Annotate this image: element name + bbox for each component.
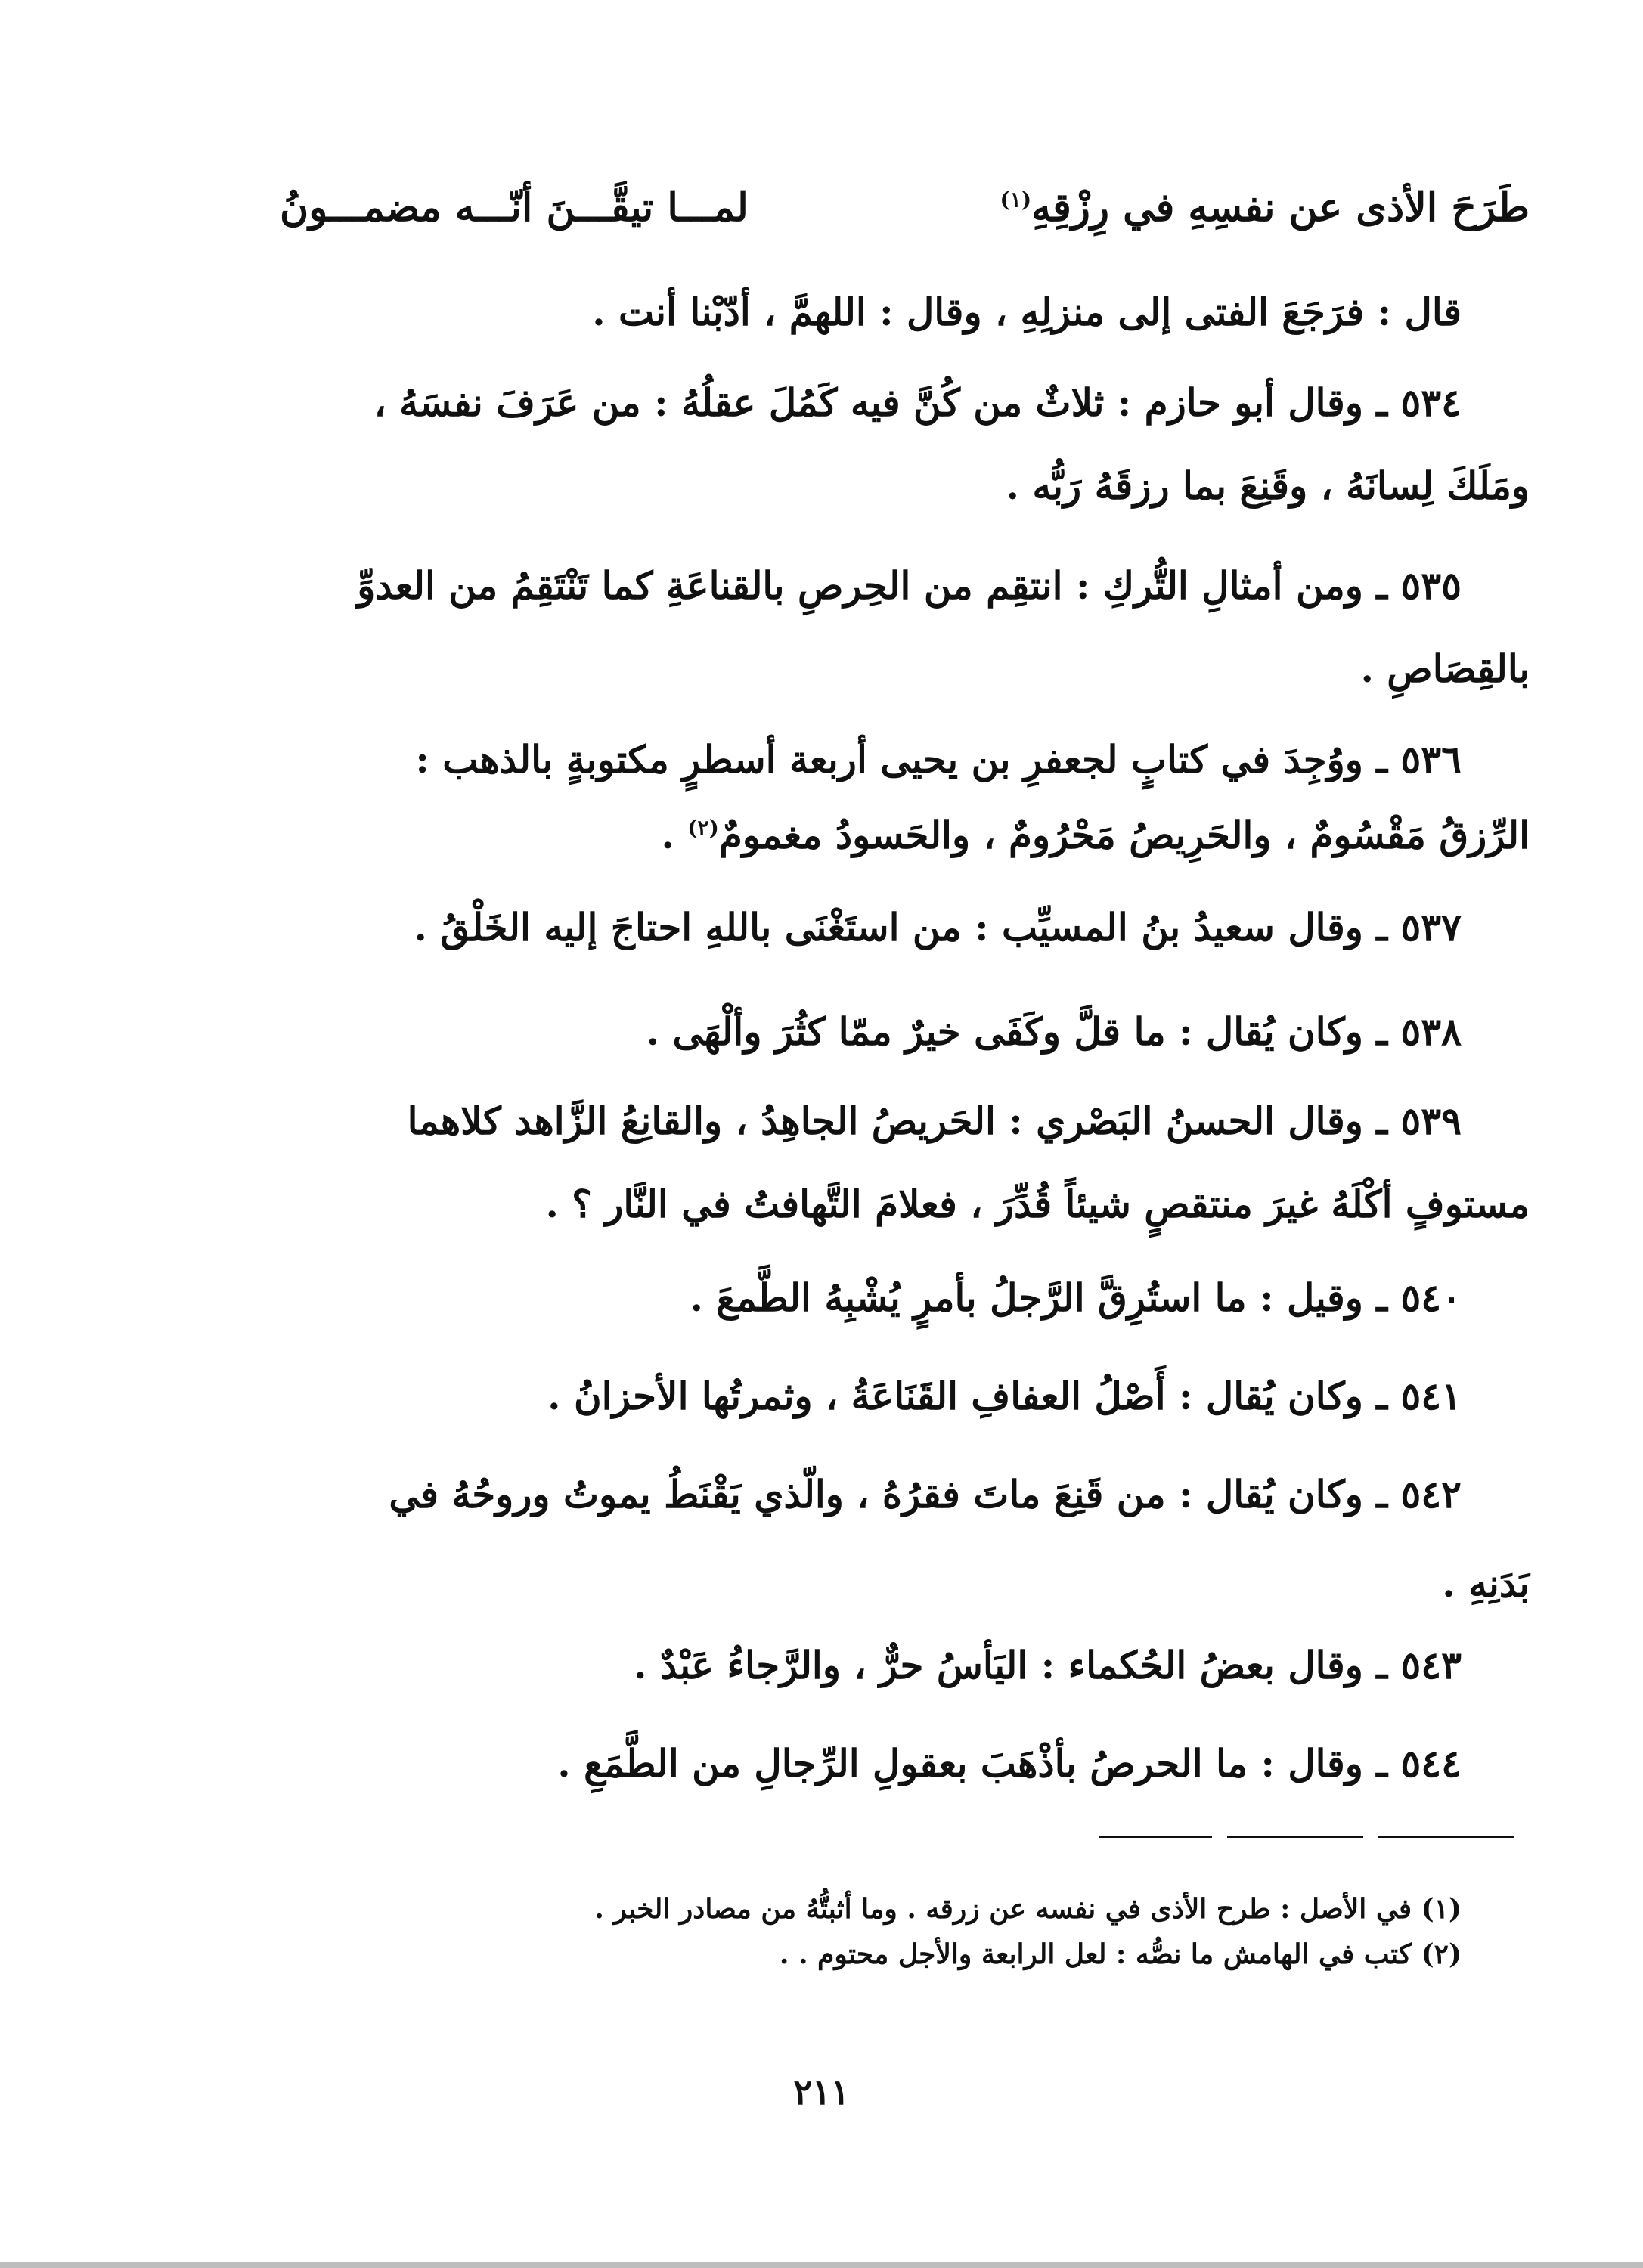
text-line: ٥٤٠ ـ وقيل : ما استُرِقَّ الرَّجلُ بأمرٍ يُشْبِهُ الطَّمعَ . [690, 1275, 1462, 1320]
footnote-1: (١) في الأصل : طرح الأذى في نفسه عن زرقه . وما أثبتُّهُ من مصادر الخبر . [594, 1893, 1462, 1925]
text-line: ٥٤٣ ـ وقال بعضُ الحُكماء : اليَأسُ حرٌّ ، والرَّجاءُ عَبْدٌ . [634, 1643, 1462, 1687]
footnote-separator [1378, 1836, 1514, 1838]
footnote-ref-1: (١) [1000, 187, 1032, 212]
footnote-separator [1099, 1836, 1212, 1838]
verse-second-hemistich: لمـــا تيقَّـــنَ أنّـــه مضمـــونُ [280, 184, 749, 231]
text-line: ٥٣٨ ـ وكان يُقال : ما قلَّ وكَفَى خيرٌ ممّا كثُرَ وألْهَى . [646, 1009, 1462, 1054]
text-line-with-footnote [661, 809, 1530, 862]
text-line: ٥٣٤ ـ وقال أبو حازم : ثلاثٌ من كُنَّ فيه كَمُلَ عقلُهُ : من عَرَفَ نفسَهُ ، [374, 380, 1462, 425]
footnote-ref-2: (٢) [687, 815, 719, 841]
scan-edge [0, 2262, 1643, 2268]
text-line: ٥٣٥ ـ ومن أمثالِ التُّركِ : انتقِم من الحِرصِ بالقناعَةِ كما تَنْتَقِمُ من العدوِّ [357, 563, 1462, 608]
verse-first-hemistich [1000, 181, 1530, 234]
page-number: ٢١١ [793, 2071, 850, 2112]
text-line: ٥٤١ ـ وكان يُقال : أَصْلُ العفافِ القَنَاعَةُ ، وثمرتُها الأحزانُ . [547, 1374, 1462, 1418]
text-line: قال : فرَجَعَ الفتى إلى منزلِهِ ، وقال : اللهمَّ ، أدّبْنا أنت . [592, 290, 1462, 334]
text-line: ٥٤٢ ـ وكان يُقال : من قَنِعَ ماتَ فقرُهُ ، والّذي يَقْنَطُ يموتُ وروحُهُ في [389, 1472, 1462, 1517]
verse-first-hemistich-text: طَرَحَ الأذى عن نفسِهِ في رِزْقِهِ [1031, 184, 1530, 231]
text-line: بالقِصَاصِ . [1360, 646, 1530, 691]
text-line: مستوفٍ أكْلَهُ غيرَ منتقصٍ شيئاً قُدِّرَ ، فعلامَ التَّهافتُ في النَّار ؟ . [545, 1182, 1530, 1226]
text-line: ٥٣٧ ـ وقال سعيدُ بنُ المسيِّب : من استَغْنَى باللهِ احتاجَ إليه الخَلْقُ . [414, 905, 1462, 950]
text-line: بَدَنِهِ . [1442, 1561, 1530, 1606]
footnote-2: (٢) كتب في الهامش ما نصُّه : لعل الرابعة والأجل محتوم . . [779, 1938, 1462, 1970]
text-line: ٥٣٩ ـ وقال الحسنُ البَصْري : الحَريصُ الجاهِدُ ، والقانِعُ الزَّاهد كلاهما [407, 1098, 1462, 1143]
text-line: ٥٤٤ ـ وقال : ما الحرصُ بأذْهَبَ بعقولِ الرِّجالِ من الطَّمَعِ . [557, 1741, 1462, 1786]
text-line-body: الرِّزقُ مَقْسُومٌ ، والحَرِيصُ مَحْرُومٌ ، والحَسودُ مغمومٌ [718, 813, 1530, 857]
text-line: ومَلَكَ لِسانَهُ ، وقَنِعَ بما رزقَهُ رَبُّه . [1006, 463, 1530, 508]
text-line: ٥٣٦ ـ ووُجِدَ في كتابٍ لجعفرِ بن يحيى أربعة أسطرٍ مكتوبةٍ بالذهب : [415, 737, 1462, 782]
text-line-end: . [661, 813, 688, 857]
footnote-separator [1227, 1836, 1363, 1838]
